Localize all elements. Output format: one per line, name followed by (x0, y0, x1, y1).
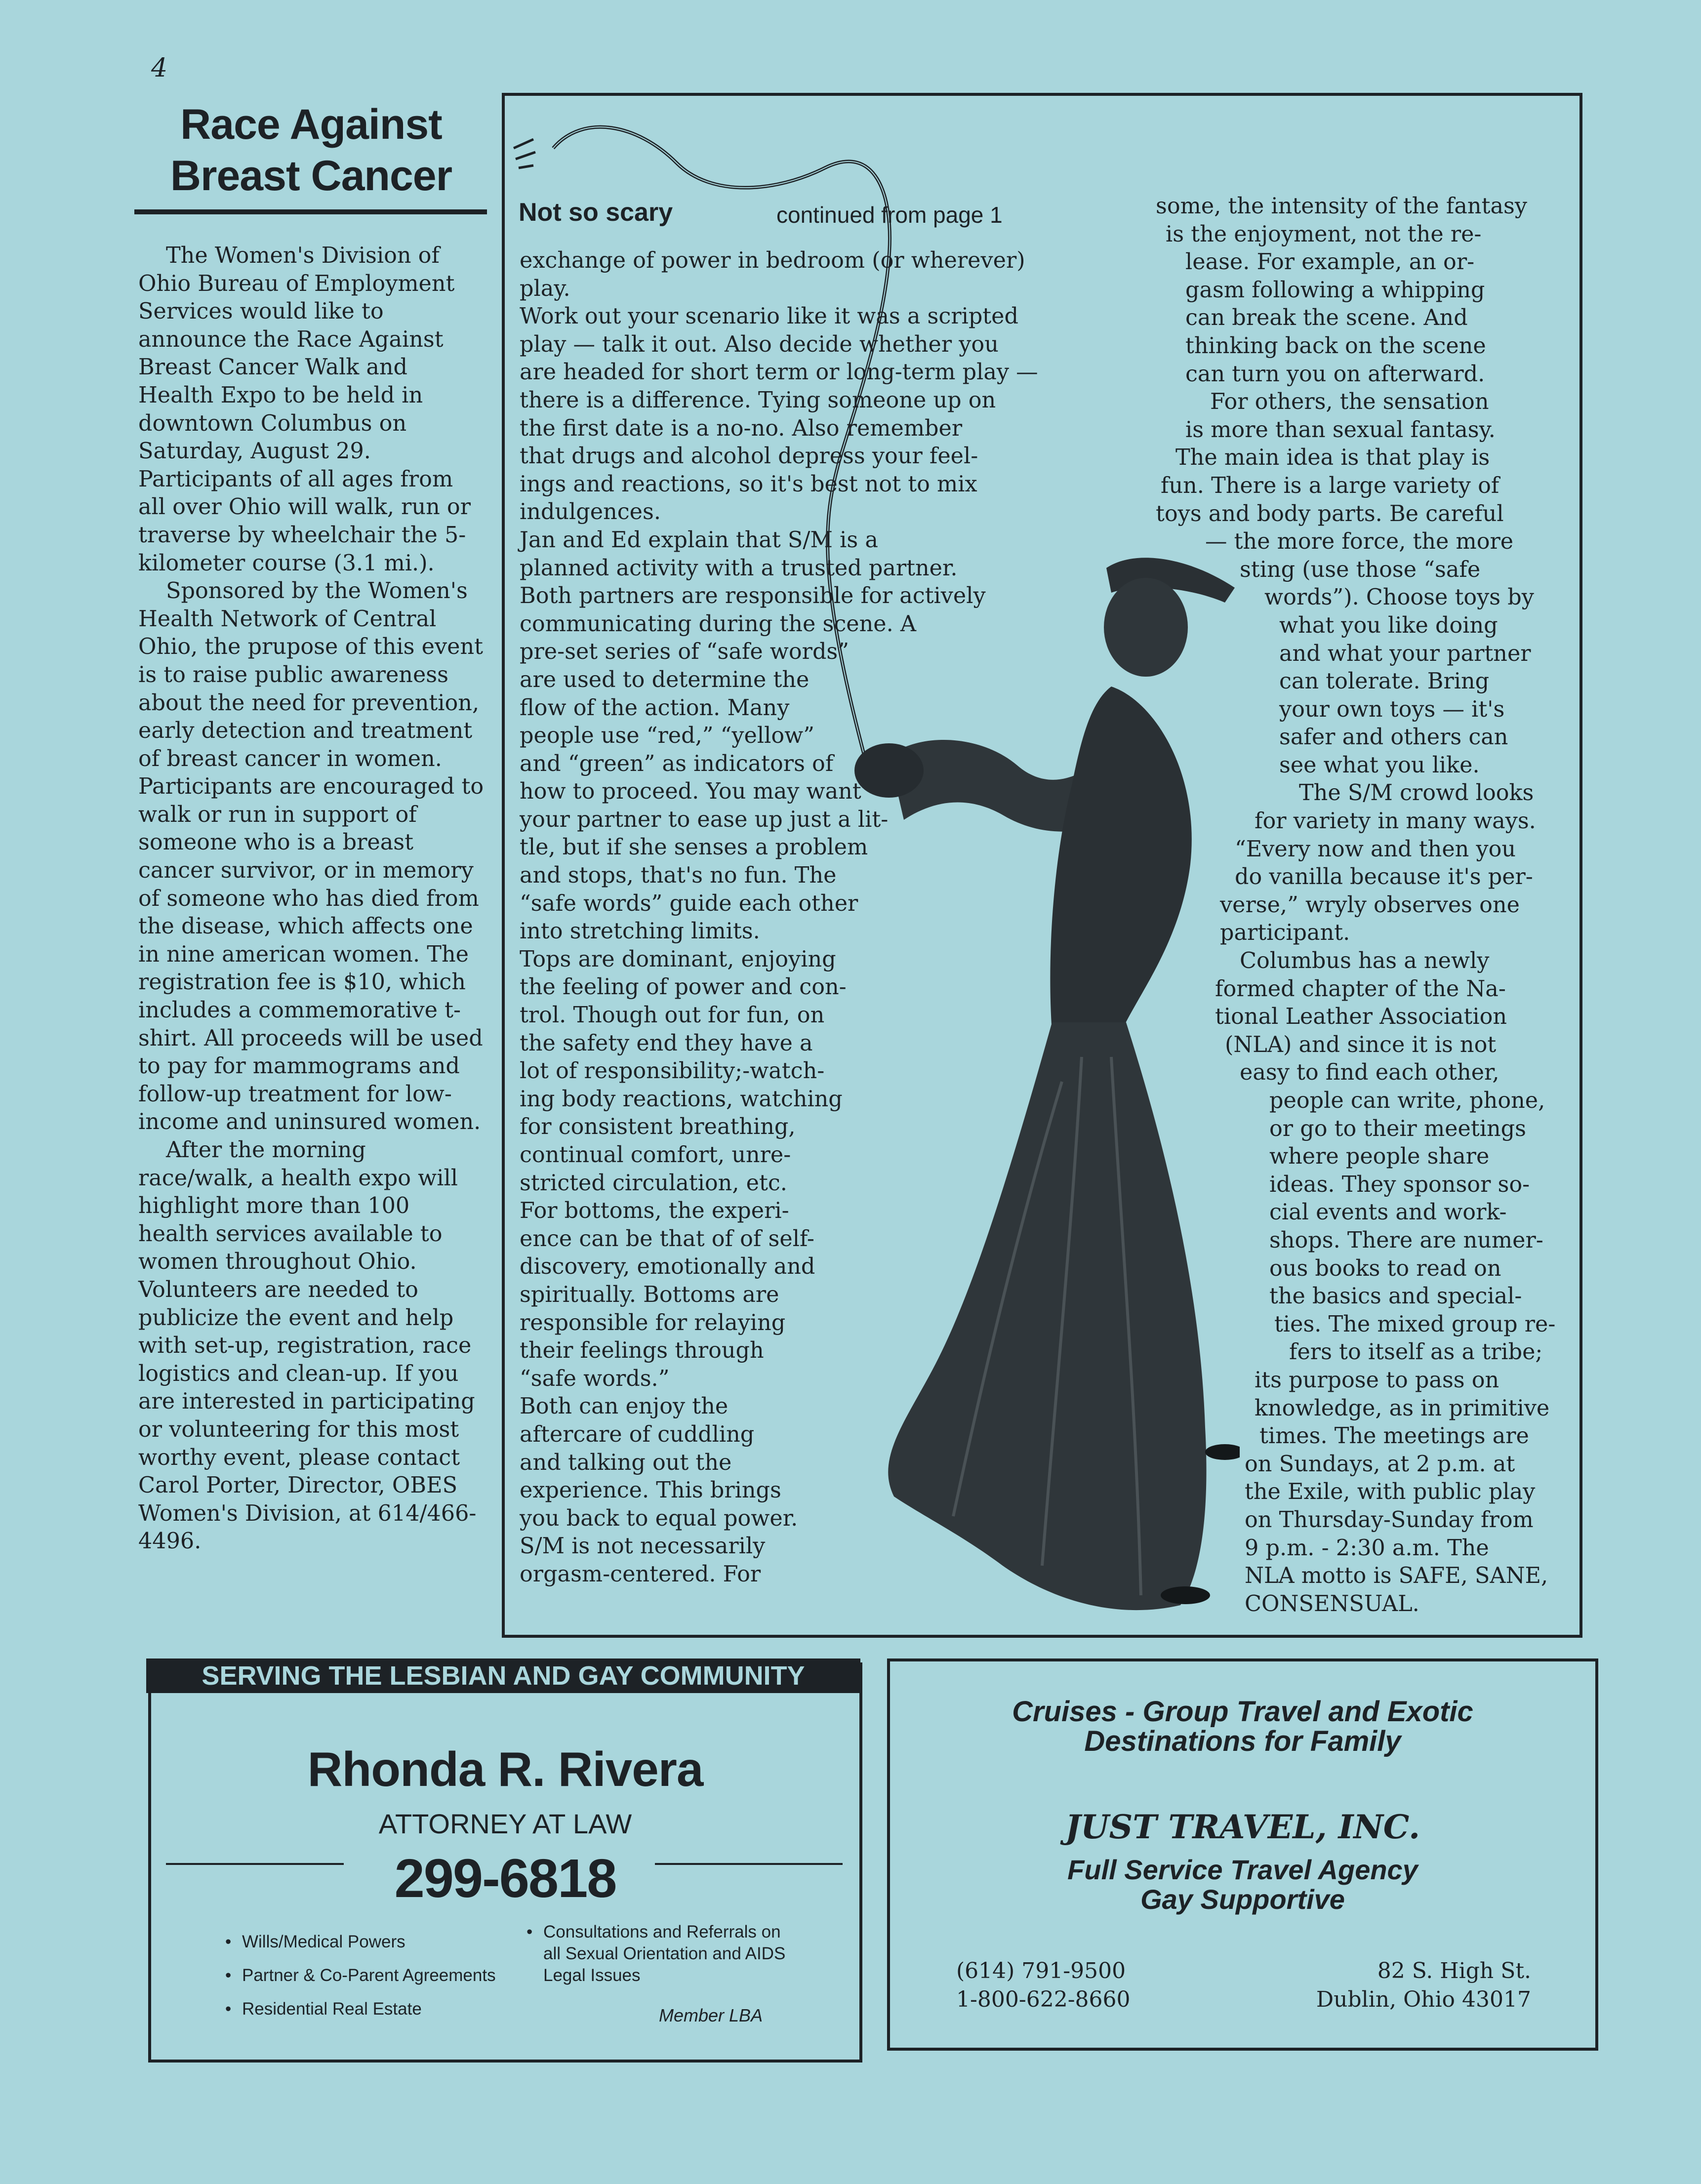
text-line: “safe words.” (520, 1366, 670, 1391)
text-line: pre-set series of “safe words” (520, 639, 850, 665)
attorney-phone: 299-6818 (394, 1848, 616, 1909)
service-item: • Wills/Medical Powers (242, 1931, 405, 1953)
headline-line: Race Against (180, 101, 442, 148)
travel-address (1294, 1957, 1531, 2014)
text-line: shops. There are numer- (1269, 1227, 1543, 1253)
text-line: For bottoms, the experi- (520, 1198, 789, 1224)
address-line: Dublin, Ohio 43017 (1316, 1987, 1531, 2012)
text-line: formed chapter of the Na- (1215, 976, 1506, 1002)
text-line: The main idea is that play is (1175, 445, 1490, 471)
text-line: play. (520, 276, 570, 301)
attorney-title: ATTORNEY AT LAW (378, 1808, 632, 1839)
travel-phones (956, 1957, 1131, 2014)
text-line: Columbus has a newly (1240, 948, 1490, 974)
text-line: play — talk it out. Also decide whether you (520, 331, 999, 357)
text-line: you back to equal power. (520, 1505, 798, 1531)
text-line: ous books to read on (1269, 1255, 1501, 1281)
text-line: toys and body parts. Be careful (1156, 501, 1504, 526)
text-line: ence can be that of of self- (520, 1226, 814, 1252)
member-note: Member LBA (659, 2005, 763, 2025)
text-line: can break the scene. And (1185, 305, 1468, 331)
text-line: continual comfort, unre- (520, 1142, 791, 1168)
text-line: safer and others can (1279, 725, 1508, 750)
text-line: S/M is not necessarily (520, 1534, 766, 1559)
text-line: the first date is a no-no. Also remember (520, 415, 963, 441)
text-line: exchange of power in bedroom (or wherever) (520, 248, 1025, 273)
text-line: lot of responsibility;-watch- (520, 1058, 825, 1084)
text-line: and stops, that's no fun. The (520, 863, 837, 889)
feature-column-middle (520, 247, 1137, 1589)
text-line: CONSENSUAL. (1245, 1591, 1419, 1617)
text-line: gasm following a whipping (1185, 277, 1485, 303)
text-line: the feeling of power and con- (520, 974, 847, 1000)
article-paragraph: After the morning race/walk, a health expo will highlight more than 100 health services available to women throughout Ohio. Volunteers are needed to publicize the event and help with set-up, registration, race logistics and clean-up. If you are interested in participating or volunteering for this most worthy event, please contact Carol Porter, Director, OBES Women's Division, at 614/466-4496. (138, 1137, 477, 1554)
feature-column-right (1156, 193, 1580, 1618)
left-article-headline (133, 99, 489, 202)
text-line: your own toys — it's (1279, 696, 1505, 722)
text-line: tional Leather Association (1215, 1004, 1507, 1030)
text-line: how to proceed. You may want (520, 779, 861, 805)
attorney-name: Rhonda R. Rivera (307, 1742, 703, 1796)
text-line: (NLA) and since it is not (1225, 1032, 1497, 1057)
text-line: what you like doing (1279, 612, 1498, 638)
text-line: ings and reactions, so it's best not to mix (520, 471, 977, 497)
text-line: on Thursday-Sunday from (1245, 1507, 1534, 1533)
continued-note: continued from page 1 (776, 202, 1003, 228)
text-line: some, the intensity of the fantasy (1156, 194, 1527, 219)
travel-tagline (887, 1697, 1598, 1756)
text-line: people can write, phone, (1269, 1088, 1545, 1113)
text-line: the safety end they have a (520, 1030, 813, 1056)
tagline-line: Cruises - Group Travel and Exotic (1012, 1696, 1473, 1728)
text-line: on Sundays, at 2 p.m. at (1245, 1451, 1515, 1477)
page-number: 4 (151, 53, 168, 83)
text-line: the Exile, with public play (1245, 1479, 1536, 1505)
text-line: its purpose to pass on (1255, 1367, 1499, 1393)
text-line: indulgences. (520, 499, 661, 525)
text-line: Tops are dominant, enjoying (520, 946, 836, 972)
text-line: fers to itself as a tribe; (1289, 1339, 1543, 1365)
text-line: cial events and work- (1269, 1200, 1507, 1225)
article-paragraph: Sponsored by the Women's Health Network of Central Ohio, the prupose of this event is to raise public awareness about the need for prevention, early detection and treatment of breast cancer in women. Participants are encouraged to walk or run in support of someone who is a breast cancer survivor, or in memory of someone who has died from the disease, which affects one in nine american women. The registration fee is $10, which includes a commemorative t-shirt. All proceeds will be used to pay for mammograms and follow-up treatment for low-income and uninsured women. (138, 578, 484, 1135)
text-line: there is a difference. Tying someone up on (520, 387, 996, 413)
text-line: — the more force, the more (1205, 529, 1514, 555)
phone-line: 1-800-622-8660 (956, 1987, 1131, 2012)
attorney-ad-banner: SERVING THE LESBIAN AND GAY COMMUNITY (146, 1658, 860, 1693)
text-line: lease. For example, an or- (1185, 249, 1475, 275)
tagline-line: Destinations for Family (1084, 1725, 1401, 1757)
text-line: the basics and special- (1269, 1284, 1522, 1309)
text-line: The S/M crowd looks (1299, 780, 1534, 806)
text-line: tle, but if she senses a problem (520, 835, 868, 860)
travel-company-name: JUST TRAVEL, INC. (1065, 1808, 1420, 1846)
text-line: spiritually. Bottoms are (520, 1282, 779, 1307)
text-line: Both partners are responsible for actively (520, 583, 986, 609)
text-line: are used to determine the (520, 667, 810, 692)
text-line: or go to their meetings (1269, 1116, 1526, 1141)
text-line: 9 p.m. - 2:30 a.m. The (1245, 1535, 1489, 1561)
text-line: ideas. They sponsor so- (1269, 1172, 1530, 1197)
text-line: for variety in many ways. (1255, 809, 1536, 834)
text-line: people use “red,” “yellow” (520, 723, 814, 749)
text-line: “Every now and then you (1235, 836, 1516, 862)
text-line: discovery, emotionally and (520, 1254, 815, 1280)
text-line: Work out your scenario like it was a scripted (520, 304, 1019, 329)
text-line: is more than sexual fantasy. (1185, 417, 1496, 443)
text-line: verse,” wryly observes one (1220, 892, 1520, 918)
text-line: Jan and Ed explain that S/M is a (520, 527, 878, 553)
text-line: into stretching limits. (520, 919, 760, 944)
service-item: • Consultations and Referrals on all Sexual Orientation and AIDS Legal Issues (543, 1921, 790, 1986)
text-line: can tolerate. Bring (1279, 669, 1490, 694)
article-paragraph: The Women's Division of Ohio Bureau of Employment Services would like to announce the Race Against Breast Cancer Walk and Health Expo to be held in downtown Columbus on Saturday, August 29. Participants of all ages from all over Ohio will walk, run or traverse by wheelchair the 5-kilometer course (3.1 mi.). (138, 243, 471, 576)
text-line: flow of the action. Many (520, 695, 790, 721)
text-line: Both can enjoy the (520, 1394, 729, 1419)
text-line: NLA motto is SAFE, SANE, (1245, 1563, 1548, 1589)
text-line: times. The meetings are (1259, 1423, 1529, 1449)
text-line: communicating during the scene. A (520, 611, 916, 637)
text-line: For others, the sensation (1210, 389, 1489, 415)
text-line: orgasm-centered. For (520, 1561, 761, 1587)
text-line: responsible for relaying (520, 1310, 786, 1335)
feature-title: Not so scary (519, 198, 673, 227)
text-line: their feelings through (520, 1338, 764, 1364)
text-line: do vanilla because it's per- (1235, 864, 1533, 890)
text-line: stricted circulation, etc. (520, 1170, 787, 1196)
text-line: and “green” as indicators of (520, 751, 834, 776)
text-line: and talking out the (520, 1450, 732, 1475)
phone-line: (614) 791-9500 (956, 1958, 1126, 1983)
text-line: planned activity with a trusted partner. (520, 555, 958, 581)
text-line: experience. This brings (520, 1478, 781, 1503)
text-line: fun. There is a large variety of (1161, 473, 1499, 498)
text-line: “safe words” guide each other (520, 890, 858, 916)
left-article-body (138, 242, 484, 1556)
text-line: are headed for short term or long-term play — (520, 360, 1038, 385)
subtitle-line: Full Service Travel Agency (1067, 1854, 1418, 1885)
text-line: sting (use those “safe (1240, 557, 1481, 582)
text-line: ing body reactions, watching (520, 1086, 843, 1112)
text-line: words”). Choose toys by (1264, 585, 1534, 610)
service-item: • Partner & Co-Parent Agreements (242, 1965, 496, 1986)
travel-subtitle (887, 1855, 1598, 1914)
text-line: thinking back on the scene (1185, 333, 1486, 359)
text-line: see what you like. (1279, 752, 1480, 778)
text-line: participant. (1220, 920, 1350, 946)
service-item: • Residential Real Estate (242, 1998, 422, 2020)
text-line: aftercare of cuddling (520, 1421, 755, 1447)
text-line: and what your partner (1279, 641, 1531, 666)
headline-rule (134, 209, 487, 214)
text-line: is the enjoyment, not the re- (1166, 221, 1482, 247)
text-line: knowledge, as in primitive (1255, 1395, 1550, 1421)
text-line: for consistent breathing, (520, 1114, 796, 1140)
text-line: ties. The mixed group re- (1274, 1311, 1556, 1337)
headline-line: Breast Cancer (170, 152, 452, 200)
text-line: where people share (1269, 1144, 1490, 1170)
text-line: can turn you on afterward. (1185, 361, 1485, 387)
text-line: easy to find each other, (1240, 1060, 1499, 1086)
text-line: that drugs and alcohol depress your feel- (520, 444, 978, 469)
text-line: trol. Though out for fun, on (520, 1003, 825, 1028)
address-line: 82 S. High St. (1377, 1958, 1531, 1983)
subtitle-line: Gay Supportive (1140, 1884, 1345, 1915)
text-line: your partner to ease up just a lit- (520, 807, 889, 832)
